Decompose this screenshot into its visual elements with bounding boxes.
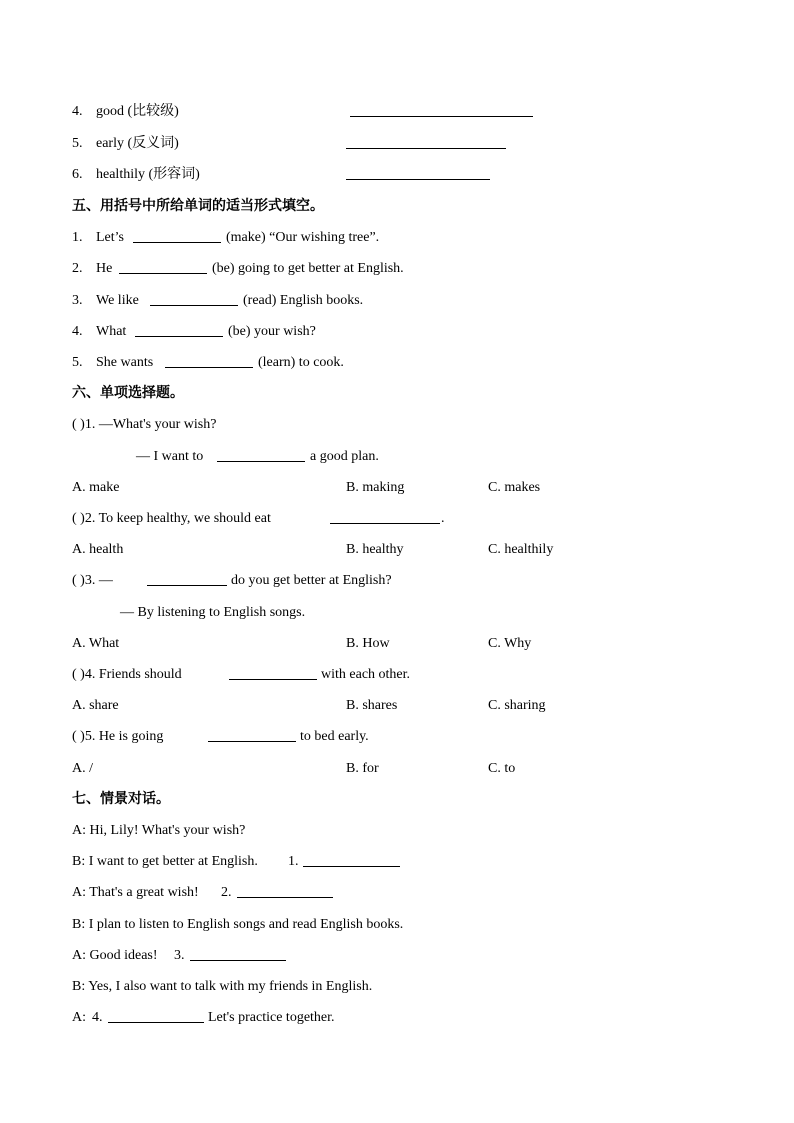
option-a[interactable]: A. / [72,761,93,776]
dialogue-text: B: I want to get better at English. [72,854,258,869]
option-a[interactable]: A. health [72,542,124,557]
answer-blank[interactable] [108,1008,204,1030]
option-c[interactable]: C. sharing [488,698,546,713]
option-a[interactable]: A. What [72,636,120,651]
answer-blank[interactable] [208,727,296,749]
option-c[interactable]: C. makes [488,480,541,495]
blank-label: 4. [92,1010,103,1025]
item-after: (be) going to get better at English. [212,261,404,276]
option-c[interactable]: C. Why [488,636,532,651]
option-a[interactable]: A. make [72,480,120,495]
item-number: 4. [72,324,83,339]
section5-title: 五、用括号中所给单词的适当形式填空。 [72,198,324,214]
item-after: (be) your wish? [228,324,316,339]
item-before: He [96,261,113,276]
answer-blank[interactable] [150,291,238,313]
item-number: 6. [72,167,83,182]
item-number: 3. [72,293,83,308]
answer-blank[interactable] [165,353,253,375]
answer-blank[interactable] [350,102,533,124]
answer-blank[interactable] [133,228,221,250]
item-after: (learn) to cook. [258,355,344,370]
dialogue-text: A: Hi, Lily! What's your wish? [72,823,246,838]
answer-blank[interactable] [330,509,440,531]
item-number: 2. [72,261,83,276]
answer-blank[interactable] [346,134,506,156]
answer-blank[interactable] [303,852,400,874]
q1-sub-after: a good plan. [310,449,379,464]
q5-stem-after: to bed early. [300,729,369,744]
answer-blank[interactable] [190,946,286,968]
item-text: good (比较级) [96,104,179,119]
blank-label: 1. [288,854,299,869]
option-b[interactable]: B. for [346,761,379,776]
dialogue-text: A: Good ideas! [72,948,158,963]
q3-sub: — By listening to English songs. [120,605,306,620]
section6-title: 六、单项选择题。 [72,385,184,401]
item-text: early (反义词) [96,136,179,151]
answer-blank[interactable] [229,665,317,687]
option-b[interactable]: B. How [346,636,390,651]
item-before: She wants [96,355,154,370]
answer-blank[interactable] [119,259,207,281]
dialogue-text: B: I plan to listen to English songs and read English books. [72,917,404,932]
dialogue-text: B: Yes, I also want to talk with my friends in English. [72,979,373,994]
q2-stem-after: . [441,511,445,526]
answer-blank[interactable] [217,447,305,469]
dialogue-after: Let's practice together. [208,1010,335,1025]
option-c[interactable]: C. to [488,761,516,776]
q5-stem: ( )5. He is going [72,729,164,744]
section7-title: 七、情景对话。 [72,791,170,807]
option-b[interactable]: B. shares [346,698,398,713]
dialogue-text: A: That's a great wish! [72,885,199,900]
option-b[interactable]: B. making [346,480,405,495]
q1-stem: ( )1. —What's your wish? [72,417,217,432]
item-before: What [96,324,127,339]
answer-blank[interactable] [346,165,490,187]
q2-stem: ( )2. To keep healthy, we should eat [72,511,271,526]
item-number: 4. [72,104,83,119]
answer-blank[interactable] [147,571,227,593]
blank-label: 3. [174,948,185,963]
q3-stem: ( )3. — [72,573,113,588]
q4-stem: ( )4. Friends should [72,667,182,682]
item-before: We like [96,293,139,308]
item-text: healthily (形容词) [96,167,200,182]
dialogue-text: A: [72,1010,86,1025]
q1-sub-before: — I want to [136,449,204,464]
answer-blank[interactable] [135,322,223,344]
q3-stem-after: do you get better at English? [231,573,392,588]
blank-label: 2. [221,885,232,900]
item-number: 1. [72,230,83,245]
item-number: 5. [72,136,83,151]
option-b[interactable]: B. healthy [346,542,404,557]
item-after: (read) English books. [243,293,364,308]
option-a[interactable]: A. share [72,698,119,713]
item-before: Let’s [96,230,124,245]
item-after: (make) “Our wishing tree”. [226,230,380,245]
option-c[interactable]: C. healthily [488,542,554,557]
answer-blank[interactable] [237,883,333,905]
item-number: 5. [72,355,83,370]
q4-stem-after: with each other. [321,667,411,682]
